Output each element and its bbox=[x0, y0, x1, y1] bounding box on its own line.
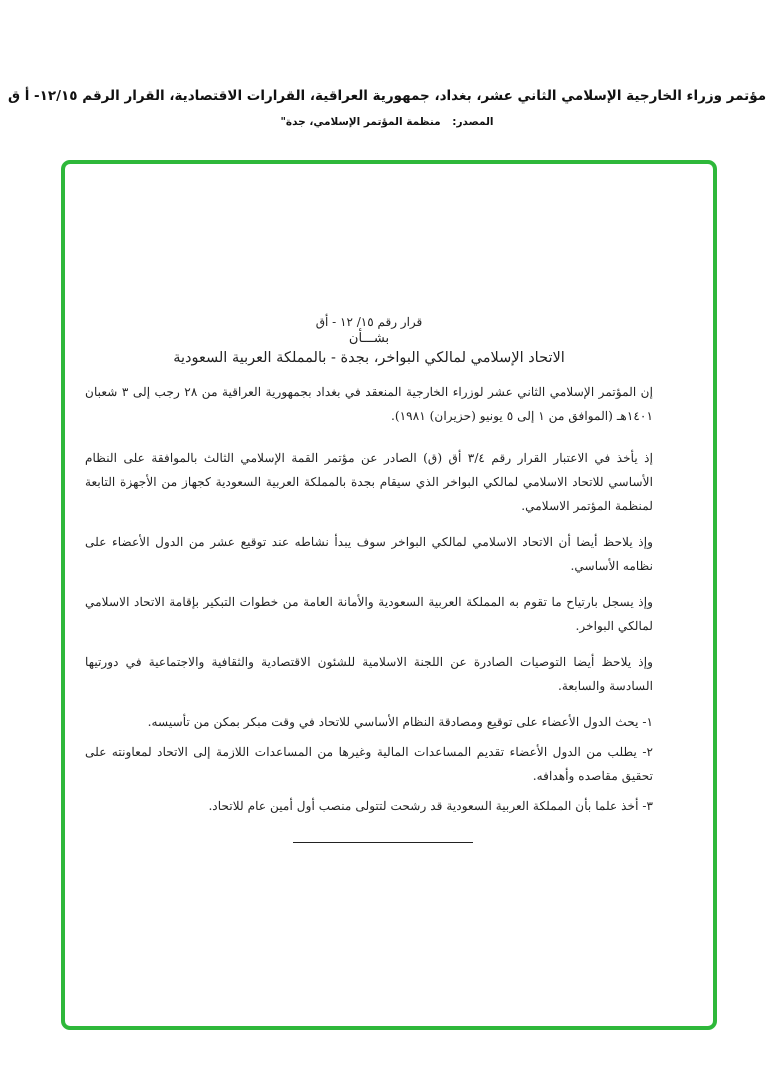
operative-item: ٣- أخذ علما بأن المملكة العربية السعودية قد رشحت لتتولى منصب أول أمين عام للاتحاد. bbox=[208, 799, 653, 813]
preamble-paragraph: إذ يأخذ في الاعتبار القرار رقم ٣/٤ أق (ق) الصادر عن مؤتمر القمة الإسلامي الثالث بالموافقة على النظام الأساسي للاتحاد الاسلامي لمالكي البواخر الذي سيقام بجدة بالمملكة العربية السعودية كجهاز من الأجهزة التابعة لمنظمة المؤتمر الاسلامي. bbox=[85, 451, 653, 513]
preamble-paragraph: وإذ يلاحظ أيضا التوصيات الصادرة عن اللجنة الاسلامية للشئون الاقتصادية والثقافية والاجتماعية في دورتيها السادسة والسابعة. bbox=[85, 655, 653, 693]
source-value: منظمة المؤتمر الإسلامي، جدة" bbox=[280, 116, 441, 128]
closing-divider bbox=[293, 842, 473, 843]
preamble-paragraph: وإذ يسجل بارتياح ما تقوم به المملكة العربية السعودية والأمانة العامة من خطوات التبكير بإقامة الاتحاد الاسلامي لمالكي البواخر. bbox=[85, 595, 653, 633]
preamble-paragraph: وإذ يلاحظ أيضا أن الاتحاد الاسلامي لمالكي البواخر سوف يبدأ نشاطه عند توقيع عشر من الدول الأعضاء على نظامه الأساسي. bbox=[85, 535, 653, 573]
page-title: مؤتمر وزراء الخارجية الإسلامي الثاني عشر، بغداد، جمهورية العراقية، القرارات الاقتصادية، القرار الرقم ١٢/١٥- أ ق bbox=[7, 88, 767, 104]
source-line bbox=[0, 116, 774, 128]
preamble-paragraph: إن المؤتمر الإسلامي الثاني عشر لوزراء الخارجية المنعقد في بغداد بجمهورية العراقية من ٢٨ رجب إلى ٣ شعبان ١٤٠١هـ (الموافق من ١ إلى ٥ يونيو (حزيران) ١٩٨١). bbox=[85, 385, 654, 423]
decision-subject: الاتحاد الإسلامي لمالكي البواخر، بجدة - بالمملكة العربية السعودية bbox=[173, 350, 565, 366]
source-label: المصدر: bbox=[452, 116, 494, 128]
operative-item: ٢- يطلب من الدول الأعضاء تقديم المساعدات المالية وغيرها من المساعدات اللازمة إلى الاتحاد لمعاونته على تحقيق مقاصده وأهدافه. bbox=[85, 745, 653, 783]
regarding-label: بشـــأن bbox=[348, 331, 390, 346]
operative-item: ١- يحث الدول الأعضاء على توقيع ومصادقة النظام الأساسي للاتحاد في وقت مبكر بمكن من تأسيسه. bbox=[147, 715, 653, 729]
document-body bbox=[85, 315, 653, 824]
decision-number: قرار رقم ١٥/ ١٢ - أق bbox=[315, 315, 423, 329]
